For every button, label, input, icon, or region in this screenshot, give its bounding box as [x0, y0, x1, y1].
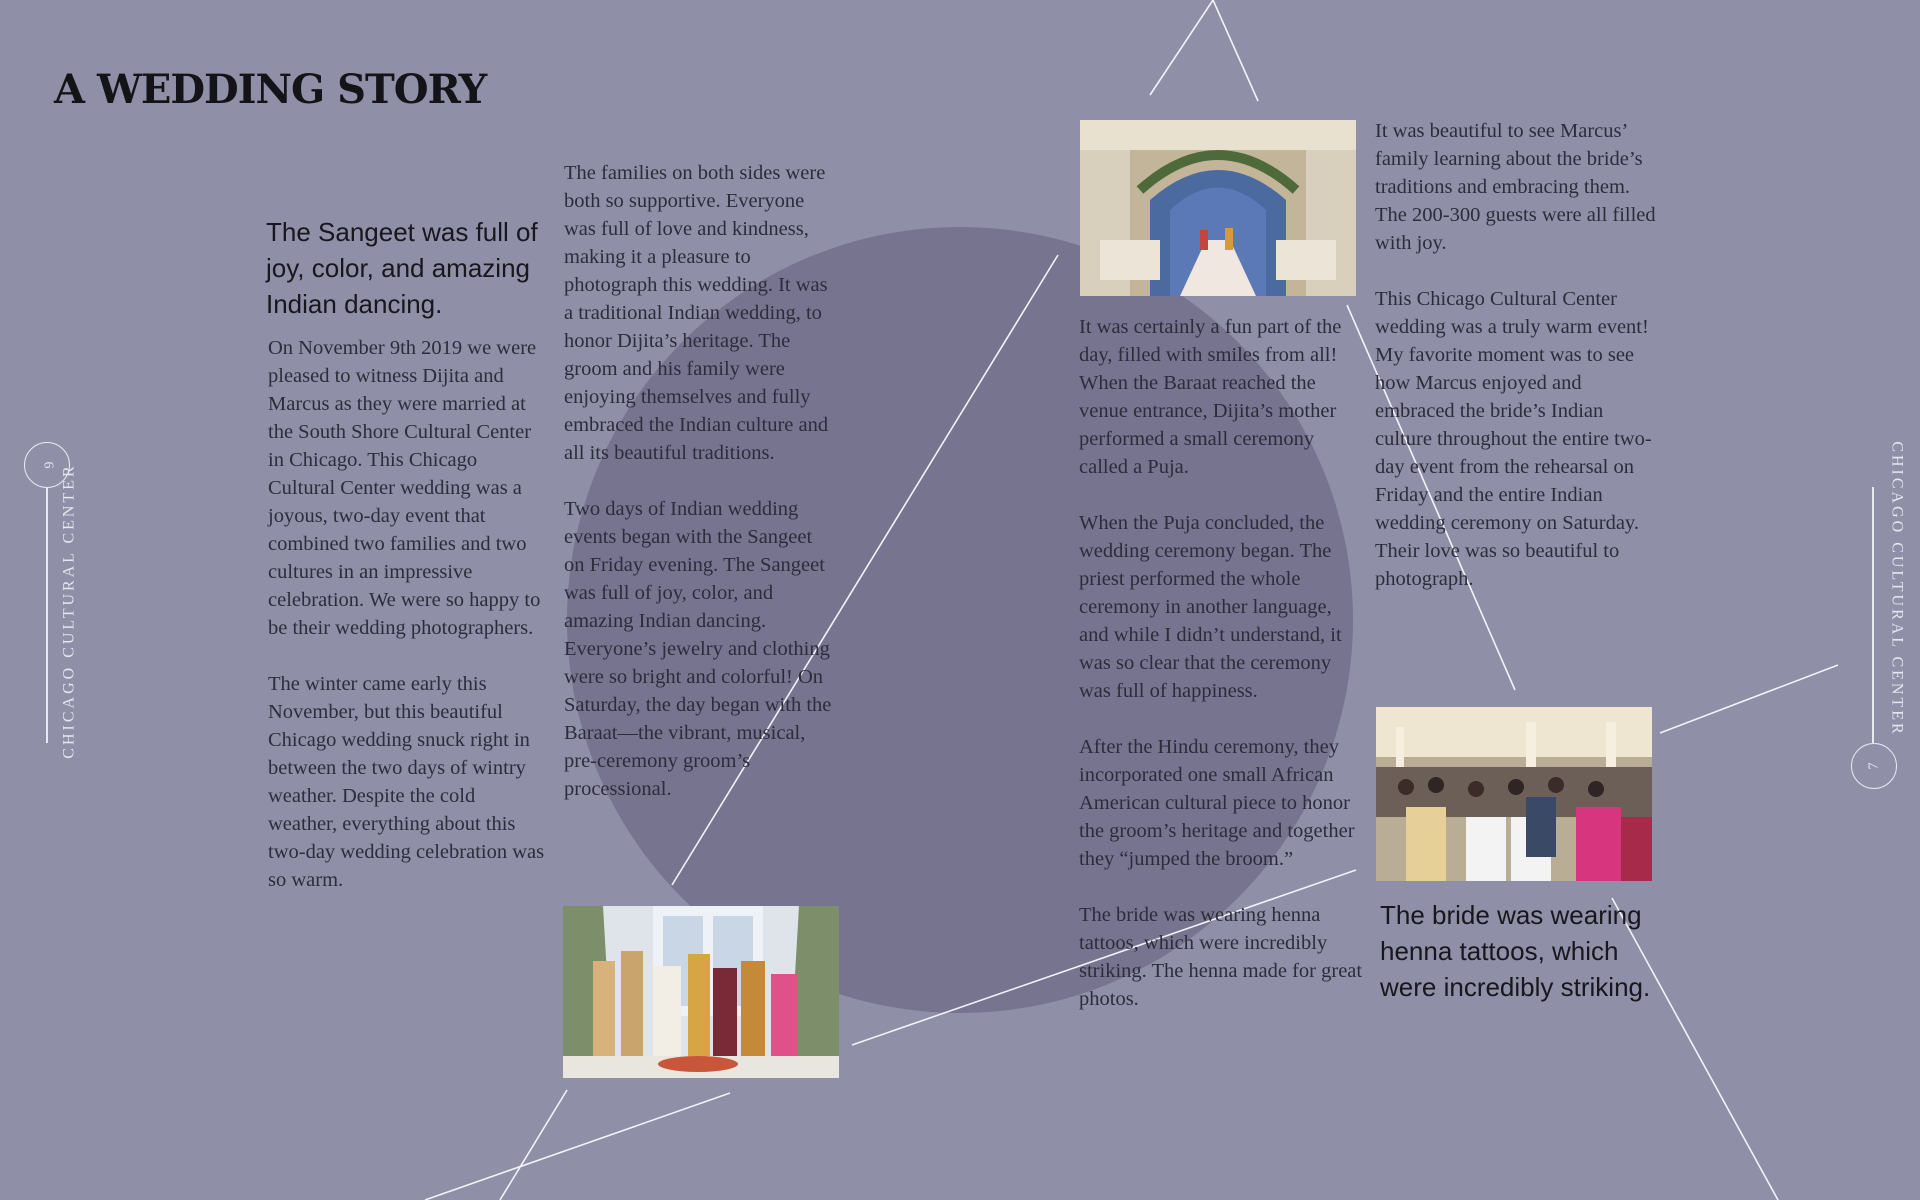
text-column-3	[1079, 313, 1364, 1041]
paragraph: On November 9th 2019 we were pleased to witness Dijita and Marcus as they were married at the South Shore Cultural Center in Chicago. This Chicago Cultural Center wedding was a joyous, two-day event that combined two families and two cultures in an impressive celebration. We were so happy to be their wedding photographers.	[268, 337, 541, 639]
pullquote-left: The Sangeet was full of joy, color, and amazing Indian dancing.	[266, 217, 538, 319]
side-rule-left	[46, 488, 48, 743]
photo-ceremony-mandap	[563, 906, 839, 1078]
paragraph: The winter came early this November, but this beautiful Chicago wedding snuck right in between the two days of wintry weather. Despite the cold weather, everything about this two-day wedding celebration was so warm.	[268, 673, 545, 891]
paragraph: It was beautiful to see Marcus’ family learning about the bride’s traditions and embracing them. The 200-300 guests were all filled with joy.	[1375, 120, 1656, 254]
deco-line	[1660, 665, 1838, 733]
paragraph: The bride was wearing henna tattoos, which were incredibly striking. The henna made for great photos.	[1079, 904, 1363, 1010]
paragraph: After the Hindu ceremony, they incorporated one small African American cultural piece to honor the groom’s heritage and together they “jumped the broom.”	[1079, 736, 1355, 870]
paragraph: Two days of Indian wedding events began with the Sangeet on Friday evening. The Sangeet was full of joy, color, and amazing Indian dancing. Everyone’s jewelry and clothing were so bright and colorful! On Saturday, the day began with the Baraat—the vibrant, musical, pre-ceremony groom’s processional.	[564, 498, 832, 800]
text-column-2	[564, 159, 836, 831]
page-title: A WEDDING STORY	[54, 66, 487, 113]
paragraph: It was certainly a fun part of the day, filled with smiles from all! When the Baraat reached the venue entrance, Dijita’s mother performed a small ceremony called a Puja.	[1079, 316, 1342, 478]
page-number-right: 7	[1851, 743, 1897, 789]
paragraph: When the Puja concluded, the wedding ceremony began. The priest performed the whole ceremony in another language, and while I didn’t understand, it was so clear that the ceremony was full of happiness.	[1079, 512, 1342, 702]
deco-line	[1150, 0, 1213, 95]
photo-guests	[1376, 707, 1652, 881]
text-column-4	[1375, 117, 1660, 621]
side-label-left: CHICAGO CULTURAL CENTER	[60, 463, 78, 759]
deco-line	[425, 1093, 730, 1200]
photo-venue-hall	[1080, 120, 1356, 296]
deco-line	[500, 1090, 567, 1200]
side-label-right: CHICAGO CULTURAL CENTER	[1888, 441, 1906, 737]
pullquote-right: The bride was wearing henna tattoos, which were incredibly striking.	[1380, 900, 1651, 1002]
page-number-left: 6	[24, 442, 70, 488]
side-rule-right	[1872, 487, 1874, 743]
deco-line	[1213, 0, 1258, 101]
paragraph: This Chicago Cultural Center wedding was a truly warm event! My favorite moment was to see how Marcus enjoyed and embraced the bride’s Indian culture throughout the entire two-day event from the rehearsal on Friday and the entire Indian wedding ceremony on Saturday. Their love was so beautiful to photograph.	[1375, 288, 1652, 590]
paragraph: The families on both sides were both so supportive. Everyone was full of love and kindness, making it a pleasure to photograph this wedding. It was a traditional Indian wedding, to honor Dijita’s heritage. The groom and his family were enjoying themselves and fully embraced the Indian culture and all its beautiful traditions.	[564, 162, 829, 464]
text-column-1	[268, 334, 548, 922]
